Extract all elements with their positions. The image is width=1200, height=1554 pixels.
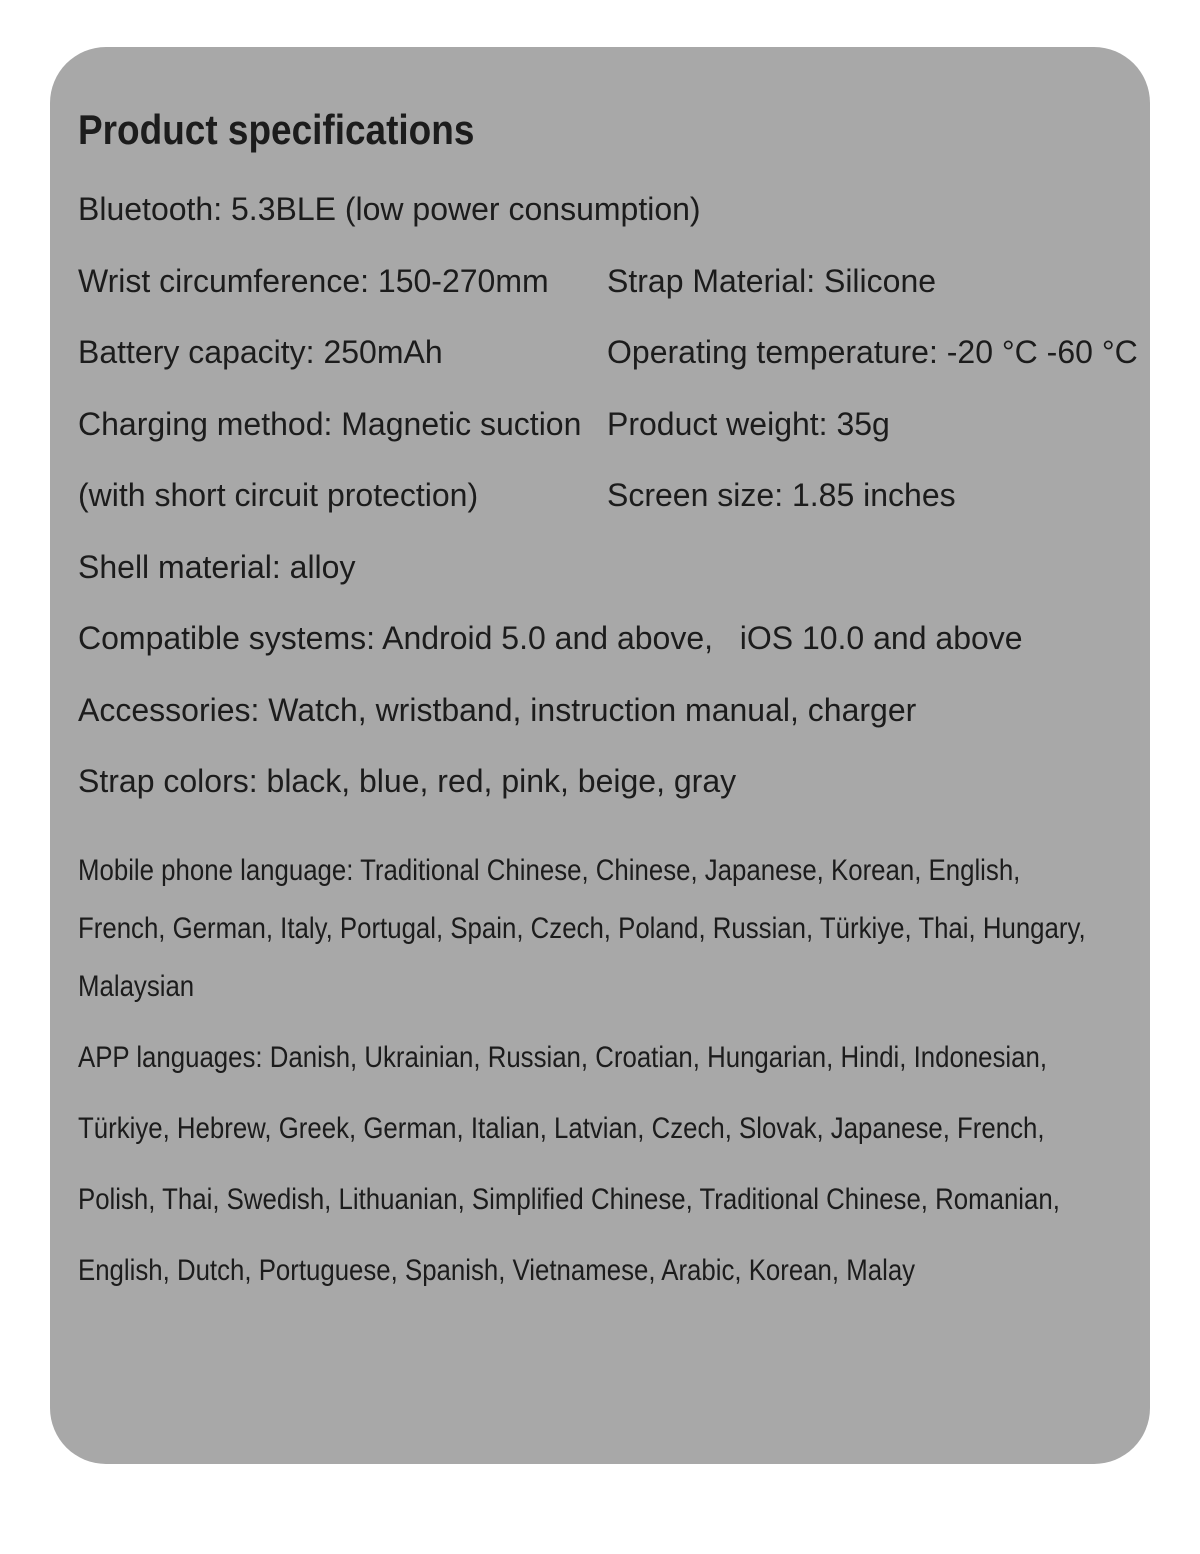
paragraph-text: Türkiye, Hebrew, Greek, German, Italian, Latvian, Czech, Slovak, Japanese, French, [78,1112,1045,1145]
spec-row-shell [78,531,1130,603]
spec-value: Product weight: 35g [607,405,890,442]
spec-value: Strap Material: Silicone [607,262,937,299]
phone-languages-line [78,958,1200,1016]
app-languages-line [78,1164,1200,1235]
app-languages-paragraph [78,1022,1200,1306]
spec-value: Operating temperature: -20 °C -60 °C [607,333,1138,370]
app-languages-line [78,1235,1200,1306]
paragraph-text: APP languages: Danish, Ukrainian, Russian, Croatian, Hungarian, Hindi, Indonesian, [78,1041,1048,1074]
spec-value: Screen size: 1.85 inches [607,476,956,513]
spec-value: Battery capacity: 250mAh [78,333,443,370]
spec-value: (with short circuit protection) [78,476,479,513]
spec-value: Shell material: alloy [78,548,356,585]
spec-value: Wrist circumference: 150-270mm [78,262,549,299]
spec-row-charging-weight [78,388,1130,460]
phone-languages-line [78,842,1200,900]
paragraph-text: French, German, Italy, Portugal, Spain, Czech, Poland, Russian, Türkiye, Thai, Hungary, [78,912,1086,945]
spec-value: Bluetooth: 5.3BLE (low power consumption) [78,190,701,227]
paragraph-text: Malaysian [78,970,195,1003]
paragraph-text: Polish, Thai, Swedish, Lithuanian, Simplified Chinese, Traditional Chinese, Romanian, [78,1183,1060,1216]
spec-row-wrist-strap [78,245,1130,317]
app-languages-line [78,1022,1200,1093]
product-spec-card [50,47,1150,1464]
spec-value: Strap colors: black, blue, red, pink, beige, gray [78,762,737,799]
spec-row-accessories [78,674,1130,746]
paragraph-text: English, Dutch, Portuguese, Spanish, Vietnamese, Arabic, Korean, Malay [78,1254,916,1287]
phone-languages-paragraph [78,842,1200,1016]
spec-value: Compatible systems: Android 5.0 and above, iOS 10.0 and above [78,619,1023,656]
spec-row-battery-temperature [78,316,1138,388]
spec-row-compatible-systems [78,602,1130,674]
phone-languages-line [78,900,1200,958]
app-languages-line [78,1093,1200,1164]
spec-value: Charging method: Magnetic suction [78,405,582,442]
page-title: Product specifications [78,106,475,153]
spec-row-bluetooth [78,173,1130,245]
spec-row-protection-screen [78,459,1130,531]
spec-row-strap-colors [78,745,1130,817]
spec-value: Accessories: Watch, wristband, instruction manual, charger [78,691,917,728]
paragraph-text: Mobile phone language: Traditional Chinese, Chinese, Japanese, Korean, English, [78,854,1021,887]
